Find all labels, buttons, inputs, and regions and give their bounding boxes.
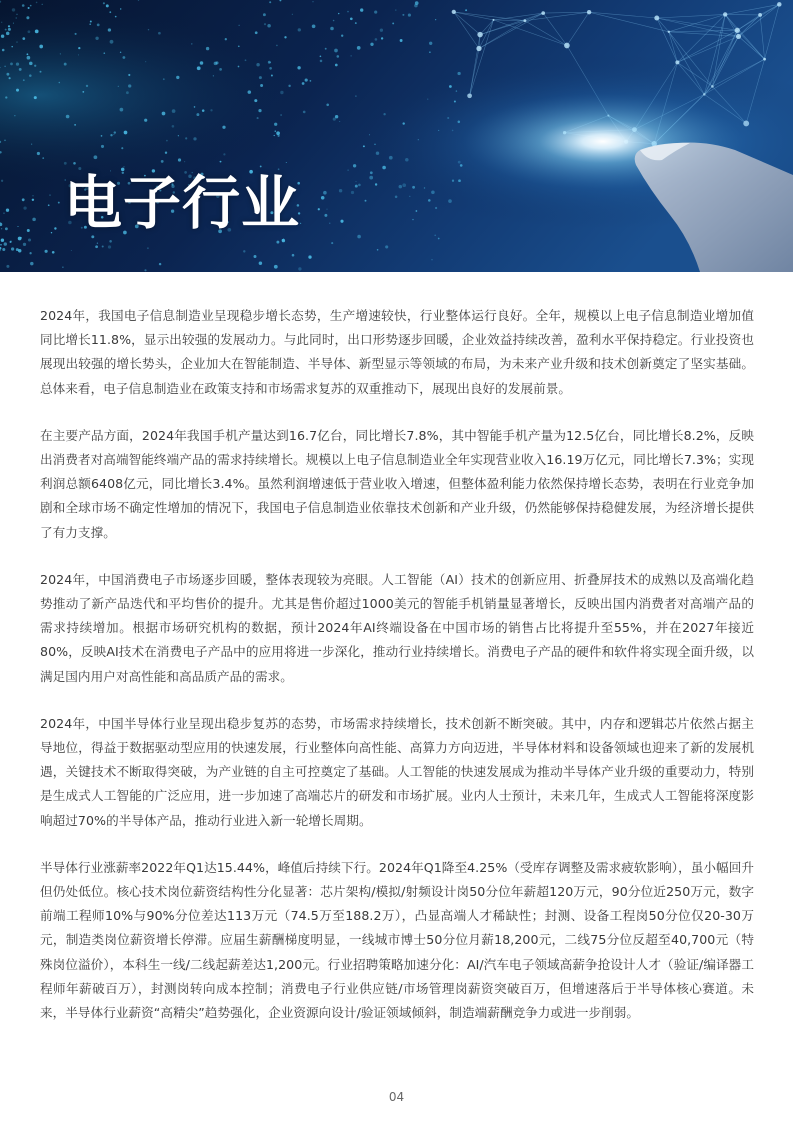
- paragraph-industry-overview: 2024年，我国电子信息制造业呈现稳步增长态势，生产增速较快，行业整体运行良好。全年，规模以上电子信息制造业增加值同比增长11.8%，显示出较强的发展动力。与此同时，出口形势逐步回暖，企业效益持续改善，盈利水平保持稳定。行业投资也展现出较强的增长势头，企业加大在智能制造、半导体、新型显示等领域的布局，为未来产业升级和技术创新奠定了坚实基础。总体来看，电子信息制造业在政策支持和市场需求复苏的双重推动下，展现出良好的发展前景。: [40, 308, 754, 396]
- header-banner: [0, 0, 793, 272]
- paragraph-consumer-electronics: 2024年，中国消费电子市场逐步回暖，整体表现较为亮眼。人工智能（AI）技术的创新应用、折叠屏技术的成熟以及高端化趋势推动了新产品迭代和平均售价的提升。尤其是售价超过1000美元的智能手机销量显著增长，反映出国内消费者对高端产品的需求持续增加。根据市场研究机构的数据，预计2024年AI终端设备在中国市场的销售占比将提升至55%，并在2027年接近80%，反映AI技术在消费电子产品中的应用将进一步深化，推动行业持续增长。消费电子产品的硬件和软件将实现全面升级，以满足国内用户对高性能和高品质产品的需求。: [40, 571, 754, 684]
- paragraph-semiconductor-salary: 半导体行业涨薪率2022年Q1达15.44%，峰值后持续下行。2024年Q1降至4.25%（受库存调整及需求疲软影响），虽小幅回升但仍处低位。核心技术岗位薪资结构性分化显著：芯片架构/模拟/射频设计岗50分位年薪超120万元，90分位近250万元，数字前端工程师10%与90%分位差达113万元（74.5万至188.2万），凸显高端人才稀缺性；封测、设备工程岗50分位仅20-30万元，制造类岗位薪资增长停滞。应届生薪酬梯度明显，一线城市博士50分位月薪18,200元，二线75分位反超至40,700元（特殊岗位溢价），本科生一线/二线起薪差达1,200元。行业招聘策略加速分化：AI/汽车电子领域高薪争抢设计人才（验证/编译器工程师年薪破百万），封测岗转向成本控制；消费电子行业供应链/市场管理岗薪资突破百万，但增速落后于半导体核心赛道。未来，半导体行业薪资“高精尖”趋势强化，企业资源向设计/验证领域倾斜，制造端薪酬竞争力或进一步削弱。: [40, 859, 754, 1021]
- paragraph-semiconductor: 2024年，中国半导体行业呈现出稳步复苏的态势，市场需求持续增长，技术创新不断突破。其中，内存和逻辑芯片依然占据主导地位，得益于数据驱动型应用的快速发展，行业整体向高性能、高算力方向迈进，半导体材料和设备领域也迎来了新的发展机遇，关键技术不断取得突破，为产业链的自主可控奠定了基础。人工智能的快速发展成为推动半导体产业升级的重要动力，特别是生成式人工智能的广泛应用，进一步加速了高端芯片的研发和市场扩展。业内人士预计，未来几年，生成式人工智能将深度影响超过70%的半导体产品，推动行业进入新一轮增长周期。: [40, 715, 754, 828]
- page-number: 04: [388, 1090, 405, 1104]
- page-title: 电子行业: [64, 169, 301, 237]
- paragraph-main-products: 在主要产品方面，2024年我国手机产量达到16.7亿台，同比增长7.8%，其中智能手机产量为12.5亿台，同比增长8.2%，反映出消费者对高端智能终端产品的需求持续增长。规模以上电子信息制造业全年实现营业收入16.19万亿元，同比增长7.3%；实现利润总额6408亿元，同比增长3.4%。虽然利润增速低于营业收入增速，但整体盈利能力依然保持增长态势，表明在行业竞争加剧和全球市场不确定性增加的情况下，我国电子信息制造业依靠技术创新和产业升级，仍然能够保持稳健发展，为经济增长提供了有力支撑。: [40, 427, 754, 540]
- article-body: [40, 304, 754, 1048]
